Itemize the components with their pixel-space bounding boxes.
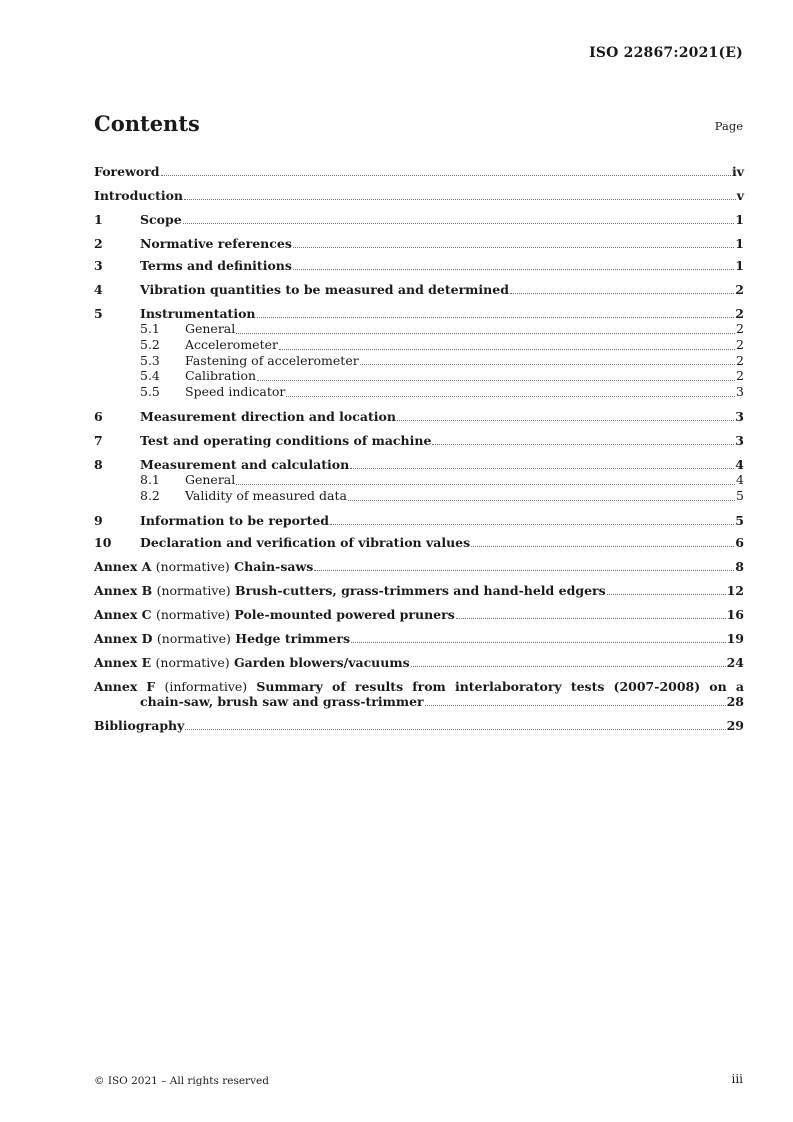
toc-entry-s4[interactable] (94, 282, 744, 297)
annex-title: Hedge trimmers (235, 630, 350, 646)
toc-page-number: 3 (736, 384, 744, 400)
toc-page-number: 3 (735, 408, 744, 424)
section-number: 9 (94, 512, 103, 528)
section-number: 6 (94, 408, 103, 424)
table-of-contents (94, 155, 744, 733)
annex-label: Annex B (94, 582, 153, 598)
toc-page-number: 1 (735, 258, 744, 273)
section-title: Terms and definitions (140, 258, 292, 273)
toc-page-number: 24 (726, 654, 744, 670)
subsection-number: 5.3 (140, 352, 160, 368)
toc-subentry[interactable] (94, 321, 744, 337)
section-title: Bibliography (94, 717, 185, 733)
subsection-title: General (185, 321, 236, 336)
section-number: 10 (94, 534, 112, 550)
toc-entry-annexD[interactable] (94, 631, 744, 646)
toc-page-number: iv (731, 164, 744, 179)
subsection-number: 5.2 (140, 336, 160, 352)
dot-leader (257, 317, 735, 318)
section-number: 2 (94, 236, 103, 251)
toc-subentry[interactable] (94, 472, 744, 488)
toc-entry-s1[interactable] (94, 212, 744, 227)
annex-kind: (normative) (155, 654, 230, 670)
toc-entry-s6[interactable] (94, 409, 744, 424)
toc-entry-bibliography[interactable] (94, 718, 744, 733)
dot-leader (257, 380, 735, 381)
section-number: 7 (94, 432, 103, 448)
toc-subentry[interactable] (94, 368, 744, 384)
annex-label: Annex D (94, 630, 153, 646)
document-reference: ISO 22867:2021(E) (589, 45, 743, 61)
annex-title-line2: chain-saw, brush saw and grass-trimmer (140, 693, 424, 709)
section-title: Measurement direction and location (140, 408, 396, 424)
subsection-title: Accelerometer (185, 336, 278, 352)
annex-title: Chain-saws (234, 558, 314, 574)
toc-page-number: 2 (736, 336, 744, 352)
toc-page-number: 3 (735, 432, 744, 448)
section-title: Instrumentation (140, 306, 256, 321)
subsection-title: Speed indicator (185, 384, 286, 400)
toc-page-number: 28 (726, 693, 744, 709)
toc-entry-s10[interactable] (94, 535, 744, 550)
dot-leader (314, 570, 734, 571)
subsection-title: Validity of measured data (185, 487, 347, 503)
toc-page-number: 19 (726, 630, 744, 646)
toc-page-number: 2 (735, 306, 744, 321)
subsection-number: 5.5 (140, 384, 160, 400)
toc-subentry[interactable] (94, 353, 744, 369)
section-number: 4 (94, 282, 103, 297)
subsection-title: General (185, 471, 236, 487)
dot-leader (351, 642, 726, 643)
toc-page-number: 2 (736, 368, 744, 384)
annex-label: Annex E (94, 654, 152, 670)
subsection-number: 5.1 (140, 321, 160, 336)
section-title: Test and operating conditions of machine (140, 432, 432, 448)
dot-leader (286, 396, 735, 397)
toc-page-number: v (736, 188, 744, 203)
toc-subentry[interactable] (94, 337, 744, 353)
toc-entry-annexE[interactable] (94, 655, 744, 670)
annex-label: Annex A (94, 558, 152, 574)
dot-leader (183, 223, 735, 224)
toc-page-number: 4 (735, 456, 744, 472)
section-number: 1 (94, 212, 103, 227)
toc-page-number: 5 (735, 512, 744, 528)
dot-leader (397, 420, 734, 421)
toc-subentry[interactable] (94, 384, 744, 400)
page-number: iii (731, 1072, 743, 1086)
annex-kind: (informative) (164, 678, 248, 694)
subsection-title: Fastening of accelerometer (185, 352, 359, 368)
annex-title-line1: Summary of results from interlaboratory tests (2007-2008) on a (256, 678, 744, 694)
copyright-notice: © ISO 2021 – All rights reserved (94, 1075, 269, 1087)
toc-page-number: 1 (735, 236, 744, 251)
dot-leader (360, 364, 735, 365)
toc-page-number: 1 (735, 212, 744, 227)
dot-leader (184, 199, 736, 200)
dot-leader (510, 293, 734, 294)
section-title: Vibration quantities to be measured and determined (140, 282, 509, 297)
dot-leader (471, 546, 734, 547)
toc-page-number: 16 (726, 606, 744, 622)
toc-entry-annexB[interactable] (94, 583, 744, 598)
dot-leader (456, 618, 726, 619)
toc-page-number: 2 (736, 352, 744, 368)
toc-entry-s2[interactable] (94, 236, 744, 251)
dot-leader (330, 524, 734, 525)
toc-entry-s5[interactable] (94, 306, 744, 321)
dot-leader (236, 484, 735, 485)
toc-entry-annexA[interactable] (94, 559, 744, 574)
dot-leader (425, 705, 726, 706)
annex-title: Garden blowers/vacuums (233, 654, 410, 670)
contents-heading: Contents (94, 111, 200, 136)
dot-leader (161, 175, 731, 176)
section-title: Introduction (94, 188, 184, 203)
toc-entry-s8[interactable] (94, 457, 744, 472)
section-title: Scope (140, 212, 182, 227)
toc-subentry[interactable] (94, 488, 744, 504)
toc-entry-s7[interactable] (94, 433, 744, 448)
dot-leader (432, 444, 734, 445)
dot-leader (279, 349, 735, 350)
section-title: Measurement and calculation (140, 456, 350, 472)
annex-label: Annex F (94, 678, 156, 694)
section-number: 3 (94, 258, 103, 273)
annex-title: Brush-cutters, grass-trimmers and hand-held edgers (235, 582, 606, 598)
section-number: 8 (94, 456, 103, 472)
toc-page-number: 8 (735, 558, 744, 574)
dot-leader (607, 594, 726, 595)
dot-leader (348, 500, 735, 501)
section-title: Declaration and verification of vibration values (140, 534, 471, 550)
toc-entry-introduction[interactable] (94, 188, 744, 203)
toc-entry-s9[interactable] (94, 513, 744, 528)
toc-entry-annexC[interactable] (94, 607, 744, 622)
toc-page-number: 5 (736, 487, 744, 503)
toc-page-number: 2 (735, 282, 744, 297)
annex-label: Annex C (94, 606, 152, 622)
toc-page-number: 12 (726, 582, 744, 598)
dot-leader (185, 729, 725, 730)
subsection-number: 8.2 (140, 487, 160, 503)
subsection-title: Calibration (185, 368, 257, 384)
subsection-number: 5.4 (140, 368, 160, 384)
toc-page-number: 2 (736, 321, 744, 336)
annex-title: Pole-mounted powered pruners (234, 606, 455, 622)
toc-page-number: 4 (736, 471, 744, 487)
section-title: Information to be reported (140, 512, 330, 528)
annex-kind: (normative) (155, 558, 230, 574)
subsection-number: 8.1 (140, 471, 160, 487)
section-title: Foreword (94, 164, 160, 179)
dot-leader (293, 269, 734, 270)
section-title: Normative references (140, 236, 292, 251)
annex-kind: (normative) (156, 582, 231, 598)
annex-kind: (normative) (155, 606, 231, 622)
toc-page-number: 6 (735, 534, 744, 550)
toc-page-number: 29 (726, 717, 744, 733)
section-number: 5 (94, 306, 103, 321)
toc-entry-foreword[interactable] (94, 164, 744, 179)
dot-leader (236, 333, 735, 334)
dot-leader (350, 468, 734, 469)
page-column-label: Page (714, 119, 743, 133)
toc-entry-s3[interactable] (94, 258, 744, 273)
toc-entry-annexF[interactable] (94, 679, 744, 709)
dot-leader (411, 666, 726, 667)
annex-kind: (normative) (156, 630, 231, 646)
dot-leader (293, 247, 734, 248)
